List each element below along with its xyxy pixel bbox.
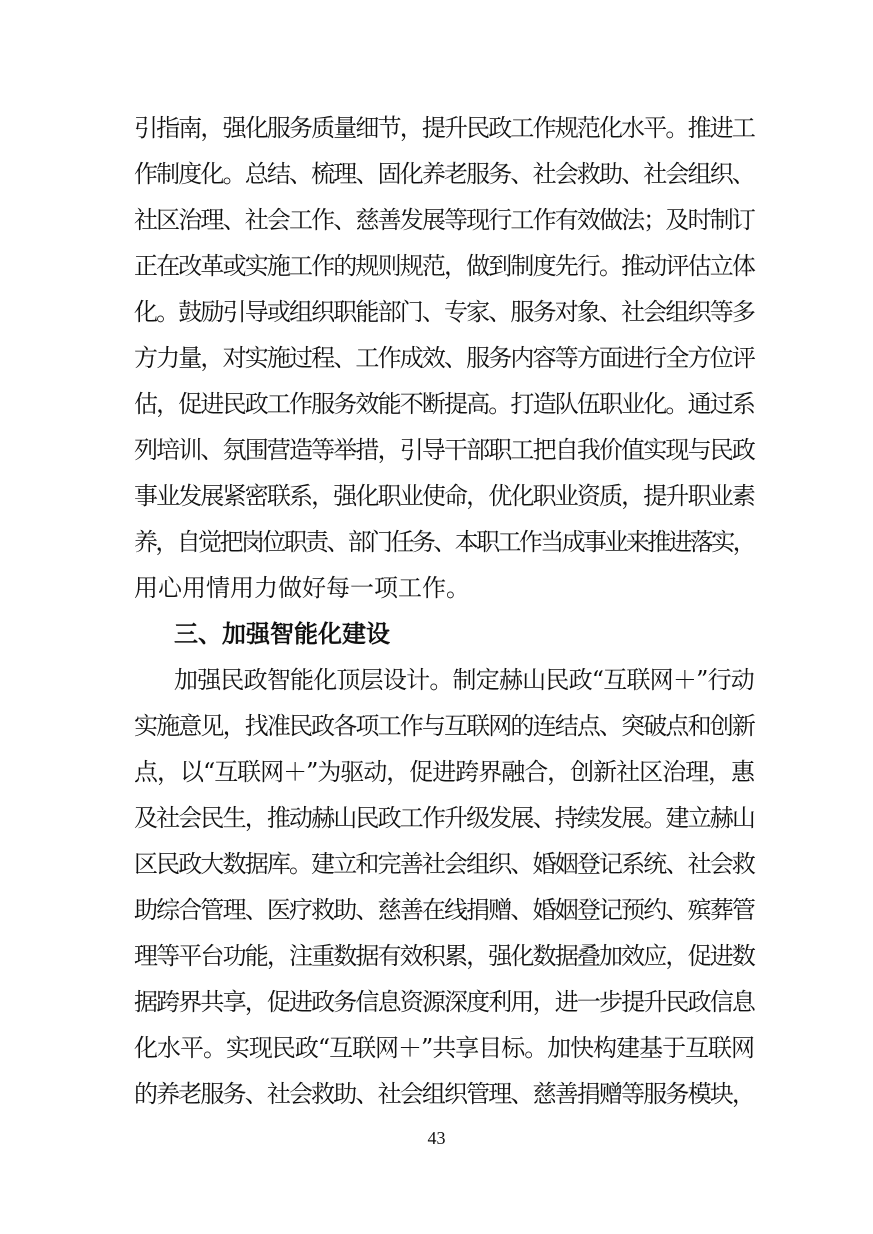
paragraph-2-line-4: 及社会民生，推动赫山民政工作升级发展、持续发展。建立赫山 (134, 804, 754, 832)
paragraph-2-line-10: 的养老服务、社会救助、社会组织管理、慈善捐赠等服务模块， (134, 1080, 754, 1108)
paragraph-1-line-5: 化。鼓励引导或组织职能部门、专家、服务对象、社会组织等多 (134, 298, 754, 326)
section-heading: 三、加强智能化建设 (174, 620, 390, 648)
paragraph-1-line-7: 估，促进民政工作服务效能不断提高。打造队伍职业化。通过系 (134, 390, 754, 418)
paragraph-2-line-8: 据跨界共享，促进政务信息资源深度利用，进一步提升民政信息 (134, 988, 754, 1016)
paragraph-1-line-10: 养，自觉把岗位职责、部门任务、本职工作当成事业来推进落实， (134, 528, 754, 556)
paragraph-2-line-2: 实施意见，找准民政各项工作与互联网的连结点、突破点和创新 (134, 712, 754, 740)
paragraph-1-line-2: 作制度化。总结、梳理、固化养老服务、社会救助、社会组织、 (134, 160, 754, 188)
paragraph-2-line-6: 助综合管理、医疗救助、慈善在线捐赠、婚姻登记预约、殡葬管 (134, 896, 754, 924)
paragraph-1-line-6: 方力量，对实施过程、工作成效、服务内容等方面进行全方位评 (134, 344, 754, 372)
paragraph-2-line-9: 化水平。实现民政“互联网＋”共享目标。加快构建基于互联网 (134, 1034, 754, 1062)
paragraph-1-line-3: 社区治理、社会工作、慈善发展等现行工作有效做法；及时制订 (134, 206, 754, 234)
paragraph-1-line-1: 引指南，强化服务质量细节，提升民政工作规范化水平。推进工 (134, 114, 754, 142)
paragraph-1-line-4: 正在改革或实施工作的规则规范，做到制度先行。推动评估立体 (134, 252, 754, 280)
paragraph-1-line-8: 列培训、氛围营造等举措，引导干部职工把自我价值实现与民政 (134, 436, 754, 464)
paragraph-2-line-7: 理等平台功能，注重数据有效积累，强化数据叠加效应，促进数 (134, 942, 754, 970)
paragraph-2-line-3: 点，以“互联网＋”为驱动，促进跨界融合，创新社区治理，惠 (134, 758, 754, 786)
page-number: 43 (427, 1128, 446, 1148)
paragraph-1-line-9: 事业发展紧密联系，强化职业使命，优化职业资质，提升职业素 (134, 482, 754, 510)
paragraph-1-line-11: 用心用情用力做好每一项工作。 (134, 574, 470, 602)
paragraph-2-line-1: 加强民政智能化顶层设计。制定赫山民政“互联网＋”行动 (174, 666, 754, 694)
paragraph-2-line-5: 区民政大数据库。建立和完善社会组织、婚姻登记系统、社会救 (134, 850, 754, 878)
